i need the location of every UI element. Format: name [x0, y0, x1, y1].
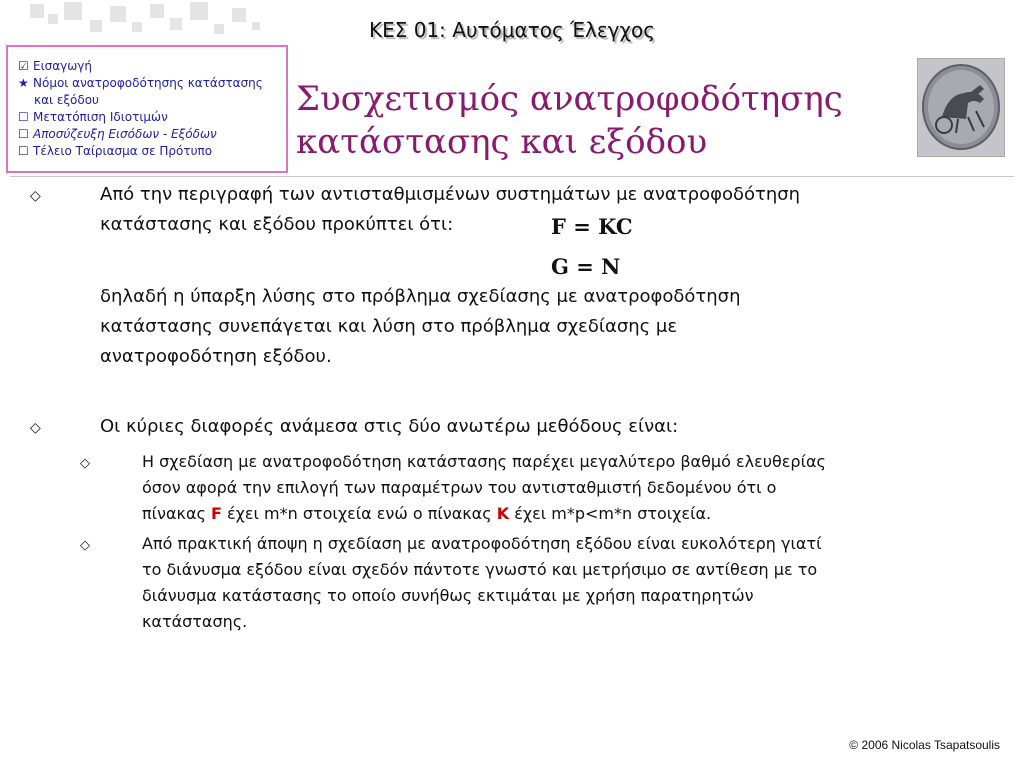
nav-item-decoupling[interactable]	[18, 126, 286, 143]
bullet-symbol: ◇	[30, 188, 41, 204]
slide-title-line-1: Συσχετισμός ανατροφοδότησης	[296, 79, 843, 119]
sub-point-1-line-3	[142, 501, 711, 527]
text-fragment: έχει m*n στοιχεία ενώ ο πίνακας	[221, 504, 497, 523]
nav-item-eigenvalue-shift[interactable]	[18, 109, 286, 126]
slide-title	[296, 78, 896, 164]
nav-item-label: Μετατόπιση Ιδιοτιμών	[33, 110, 168, 124]
title-divider	[10, 176, 1014, 177]
paragraph-2-line-2: κατάστασης συνεπάγεται και λύση στο πρόβλημα σχεδίασης με	[100, 316, 678, 337]
course-title: ΚΕΣ 01: Αυτόματος Έλεγχος	[368, 18, 656, 42]
ancient-coin-image	[917, 58, 1005, 157]
paragraph-2-line-3: ανατροφοδότηση εξόδου.	[100, 346, 332, 367]
nav-item-label: Εισαγωγή	[33, 59, 93, 73]
nav-item-feedback-laws-cont[interactable]	[18, 92, 286, 109]
sub-point-2-line-1: Από πρακτική άποψη η σχεδίαση με ανατροφοδότηση εξόδου είναι ευκολότερη γιατί	[142, 534, 822, 553]
paragraph-2-line-1: δηλαδή η ύπαρξη λύσης στο πρόβλημα σχεδίασης με ανατροφοδότηση	[100, 286, 741, 307]
coin-chariot-icon	[918, 59, 1004, 156]
checkbox-checked-icon: ☑	[18, 59, 29, 73]
checkbox-empty-icon: ☐	[18, 144, 29, 158]
sub-point-2-line-2: το διάνυσμα εξόδου είναι σχεδόν πάντοτε γνωστό και μετρήσιμο σε αντίθεση με το	[142, 560, 818, 579]
bullet-symbol: ◇	[30, 420, 41, 436]
text-fragment: έχει m*p<m*n στοιχεία.	[509, 504, 712, 523]
sub-point-1-line-2: όσον αφορά την επιλογή των παραμέτρων του αντισταθμιστή δεδομένου ότι ο	[142, 478, 777, 497]
text-fragment: πίνακας	[142, 504, 211, 523]
nav-item-label: και εξόδου	[34, 93, 100, 107]
sub-point-2-line-4: κατάστασης.	[142, 612, 248, 631]
paragraph-1-line-1: Από την περιγραφή των αντισταθμισμένων συστημάτων με ανατροφοδότηση	[100, 184, 801, 205]
sub-bullet-symbol: ◇	[80, 538, 90, 553]
matrix-K-symbol: K	[496, 504, 510, 523]
nav-item-introduction[interactable]	[18, 58, 286, 75]
paragraph-1-line-2: κατάστασης και εξόδου προκύπτει ότι:	[100, 214, 454, 235]
sub-point-1-line-1: Η σχεδίαση με ανατροφοδότηση κατάστασης παρέχει μεγαλύτερο βαθμό ελευθερίας	[142, 452, 826, 471]
sub-point-2-line-3: διάνυσμα κατάστασης το οποίο συνήθως εκτιμάται με χρήση παρατηρητών	[142, 586, 754, 605]
nav-item-feedback-laws[interactable]	[18, 75, 286, 92]
nav-item-model-matching[interactable]	[18, 143, 286, 160]
equation-G-N: G = N	[551, 254, 621, 279]
section-nav	[6, 45, 288, 173]
checkbox-empty-icon: ☐	[18, 110, 29, 124]
paragraph-3: Οι κύριες διαφορές ανάμεσα στις δύο ανωτέρω μεθόδους είναι:	[100, 416, 679, 437]
copyright-notice: © 2006 Nicolas Tsapatsoulis	[849, 738, 1000, 752]
nav-item-label: Νόμοι ανατροφοδότησης κατάστασης	[33, 76, 263, 90]
slide-title-line-2: κατάστασης και εξόδου	[296, 122, 708, 162]
star-icon: ★	[18, 76, 29, 90]
checkbox-empty-icon: ☐	[18, 127, 29, 141]
matrix-F-symbol: F	[210, 504, 222, 523]
nav-item-label: Αποσύζευξη Εισόδων - Εξόδων	[33, 127, 217, 141]
sub-bullet-symbol: ◇	[80, 456, 90, 471]
nav-item-label: Τέλειο Ταίριασμα σε Πρότυπο	[33, 144, 213, 158]
equation-F-KC: F = KC	[551, 214, 633, 239]
